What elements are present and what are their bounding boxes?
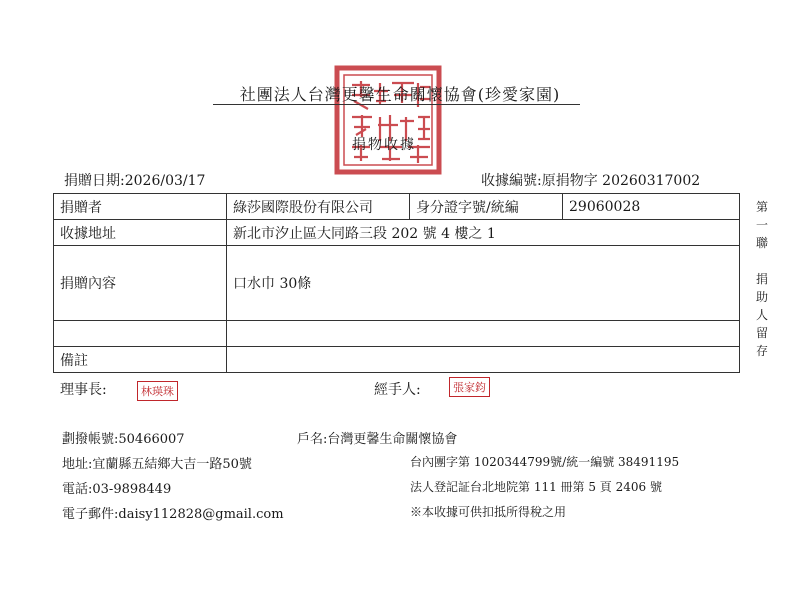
table-row-content: [54, 246, 740, 321]
email-address: 電子郵件:daisy112828@gmail.com: [62, 507, 284, 522]
copy-note-char: [752, 252, 772, 270]
document-subtitle: 捐物收據: [352, 137, 416, 153]
phone-number: 電話:03-9898449: [62, 482, 172, 497]
chairman-label: 理事長:: [60, 382, 107, 398]
document-title: 社團法人台灣更馨生命關懷協會(珍愛家園): [239, 85, 561, 104]
remark-label: 備註: [54, 347, 227, 373]
donation-date: [64, 170, 205, 190]
copy-note-char: 捐: [755, 272, 768, 286]
donation-date-label: 捐贈日期:: [64, 173, 125, 189]
receipt-number: [481, 170, 700, 190]
handler-label: 經手人:: [374, 382, 421, 398]
donation-date-value: 2026/03/17: [124, 173, 206, 189]
chairman-stamp: 林瑛珠: [137, 381, 178, 401]
content-label: 捐贈內容: [54, 246, 227, 321]
copy-note-char: 第: [755, 200, 768, 214]
address-value: 新北市汐止區大同路三段 202 號 4 樓之 1: [227, 220, 740, 246]
table-row-donor: [54, 194, 740, 220]
copy-note-char: 存: [755, 344, 768, 358]
copy-note: [752, 198, 772, 360]
title-underline: [213, 104, 580, 105]
handler-stamp: 張家鈞: [449, 377, 490, 397]
transfer-account: 劃撥帳號:50466007: [62, 432, 185, 447]
account-name: 戶名:台灣更馨生命關懷協會: [297, 432, 458, 447]
copy-note-char: 助: [755, 290, 768, 304]
extra-value: [227, 321, 740, 347]
copy-note-char: 聯: [755, 236, 768, 250]
remark-value: [227, 347, 740, 373]
content-value: 口水巾 30條: [227, 246, 740, 321]
table-row-remark: [54, 347, 740, 373]
copy-note-char: 一: [755, 218, 768, 232]
receipt-number-value: 原捐物字 20260317002: [541, 173, 701, 189]
address-label: 收據地址: [54, 220, 227, 246]
association-address: 地址:宜蘭縣五結鄉大吉一路50號: [62, 457, 252, 472]
table-row-extra: [54, 321, 740, 347]
receipt-table: [53, 193, 740, 373]
registration-number: 台內團字第 1020344799號/統一編號 38491195: [410, 455, 680, 469]
id-label: 身分證字號/統編: [410, 194, 563, 220]
receipt-number-label: 收據編號:: [481, 173, 542, 189]
extra-label: [54, 321, 227, 347]
copy-note-char: 人: [755, 308, 768, 322]
id-value: 29060028: [563, 194, 740, 220]
tax-deduction-note: ※本收據可供扣抵所得稅之用: [410, 505, 567, 519]
table-row-address: [54, 220, 740, 246]
copy-note-char: 留: [755, 326, 768, 340]
donor-label: 捐贈者: [54, 194, 227, 220]
donor-value: 綠莎國際股份有限公司: [227, 194, 410, 220]
court-registration: 法人登記証台北地院第 111 冊第 5 頁 2406 號: [410, 480, 662, 494]
